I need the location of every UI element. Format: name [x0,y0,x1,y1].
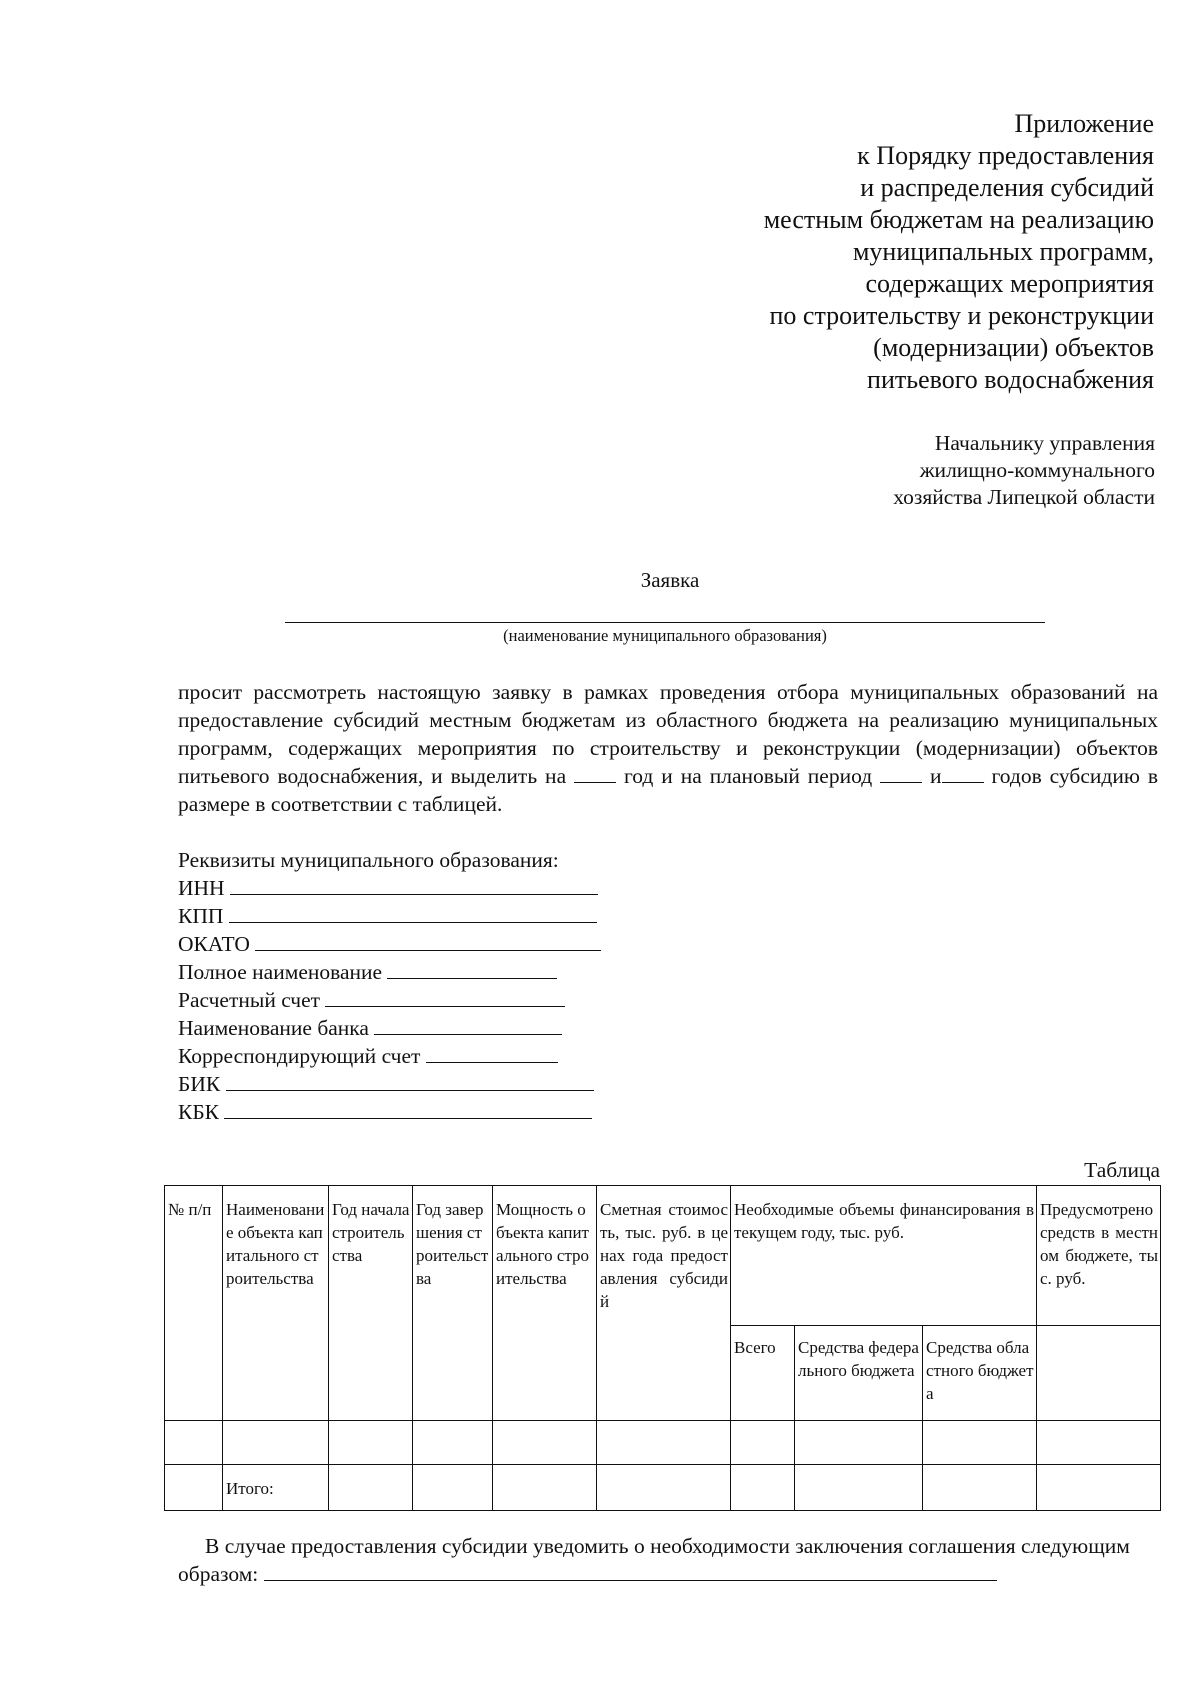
appendix-line: питьевого водоснабжения [867,365,1154,394]
table-cell[interactable] [413,1421,493,1465]
header-cost: Сметная стоимость, тыс. руб. в ценах года предоставления субсидий [597,1186,731,1421]
table-caption: Таблица [1084,1158,1160,1182]
inn-field[interactable] [230,874,598,895]
header-total: Всего [731,1326,795,1421]
requisite-label: БИК [178,1072,221,1096]
header-regional: Средства областного бюджета [923,1326,1037,1421]
kbk-field[interactable] [224,1098,592,1119]
header-end-year: Год завершения строительства [413,1186,493,1421]
bank-field[interactable] [374,1014,562,1035]
requisite-row-full-name [178,958,778,986]
requisite-label: Наименование банка [178,1016,369,1040]
kpp-field[interactable] [229,902,597,923]
requisites-title: Реквизиты муниципального образования: [178,848,559,872]
table-cell[interactable] [413,1465,493,1511]
addressee-block [595,430,1155,511]
table-cell[interactable] [731,1465,795,1511]
appendix-header [594,108,1154,396]
appendix-line: местным бюджетам на реализацию [763,205,1154,234]
requisite-label: КБК [178,1100,220,1124]
table-cell[interactable] [923,1421,1037,1465]
notification-paragraph [178,1532,1158,1588]
total-row [165,1465,1161,1511]
addressee-line: жилищно-коммунального [919,458,1155,482]
requisites-block [178,846,778,1126]
requisite-label: ИНН [178,876,225,900]
plan-year-2-blank[interactable] [942,764,984,783]
requisite-label: ОКАТО [178,932,250,956]
table-cell[interactable] [165,1421,223,1465]
table-cell[interactable] [795,1421,923,1465]
plan-year-1-blank[interactable] [880,764,922,783]
year-blank[interactable] [574,764,616,783]
appendix-line: содержащих мероприятия [865,269,1154,298]
municipality-name-field[interactable] [285,622,1045,623]
requisite-label: КПП [178,904,224,928]
account-field[interactable] [325,986,565,1007]
request-text-part: просит рассмотреть настоящую заявку в рамках проведения отбора муниципальных образований на предоставление субсидий местным бюджетам из областного бюджета на реализацию муниципальных программ, содержащих мероприятия по строительству и реконструкции (модернизации) объектов питьевого водоснабжения, и выделить на [178,680,1158,788]
okato-field[interactable] [255,930,601,951]
request-text-part: год и на плановый период [623,764,873,788]
notification-method-field[interactable] [264,1560,997,1581]
requisite-row-account [178,986,778,1014]
table-cell[interactable] [223,1421,329,1465]
appendix-line: по строительству и реконструкции [769,301,1154,330]
appendix-line: (модернизации) объектов [873,333,1154,362]
table-cell[interactable] [731,1421,795,1465]
requisite-row-bank [178,1014,778,1042]
application-title: Заявка [640,568,700,592]
table-cell[interactable] [493,1465,597,1511]
header-row [165,1186,1161,1326]
request-paragraph [178,678,1158,818]
header-federal: Средства федерального бюджета [795,1326,923,1421]
header-needed-financing: Необходимые объемы финансирования в текущем году, тыс. руб. [731,1186,1037,1326]
requisite-row-kpp [178,902,778,930]
table-cell[interactable] [165,1465,223,1511]
table-cell[interactable] [1037,1465,1161,1511]
municipality-name-caption: (наименование муниципального образования) [503,626,827,645]
table-cell[interactable] [795,1465,923,1511]
appendix-line: к Порядку предоставления [857,141,1154,170]
corr-account-field[interactable] [426,1042,558,1063]
subsidy-table [164,1185,1161,1511]
table-cell[interactable] [597,1421,731,1465]
total-label: Итого: [223,1465,329,1511]
appendix-line: муниципальных программ, [852,237,1154,266]
appendix-line: и распределения субсидий [860,173,1154,202]
table-cell[interactable] [493,1421,597,1465]
full-name-field[interactable] [387,958,557,979]
header-num: № п/п [165,1186,223,1421]
notification-text: В случае предоставления субсидии уведомить о необходимости заключения соглашения следующим образом: [178,1534,1130,1586]
addressee-line: хозяйства Липецкой области [893,485,1155,509]
table-cell[interactable] [329,1421,413,1465]
table-cell[interactable] [923,1465,1037,1511]
requisite-label: Корреспондирующий счет [178,1044,421,1068]
requisite-row-corr-account [178,1042,778,1070]
header-start-year: Год начала строительства [329,1186,413,1421]
requisite-row-bik [178,1070,778,1098]
requisite-row-kbk [178,1098,778,1126]
table-row [165,1421,1161,1465]
header-local-empty [1037,1326,1161,1421]
table-cell[interactable] [1037,1421,1161,1465]
requisite-row-okato [178,930,778,958]
requisite-row-inn [178,874,778,902]
request-text-part: и [930,764,942,788]
table-cell[interactable] [329,1465,413,1511]
request-text-part: годов субсидию в размере в соответствии с таблицей. [178,764,1158,816]
addressee-line: Начальнику управления [934,431,1155,455]
header-capacity: Мощность объекта капитального строительства [493,1186,597,1421]
bik-field[interactable] [226,1070,594,1091]
header-local-budget: Предусмотрено средств в местном бюджете, тыс. руб. [1037,1186,1161,1326]
appendix-line: Приложение [1014,109,1154,138]
table-cell[interactable] [597,1465,731,1511]
requisite-label: Расчетный счет [178,988,321,1012]
requisite-label: Полное наименование [178,960,383,984]
header-name: Наименование объекта капитального строительства [223,1186,329,1421]
